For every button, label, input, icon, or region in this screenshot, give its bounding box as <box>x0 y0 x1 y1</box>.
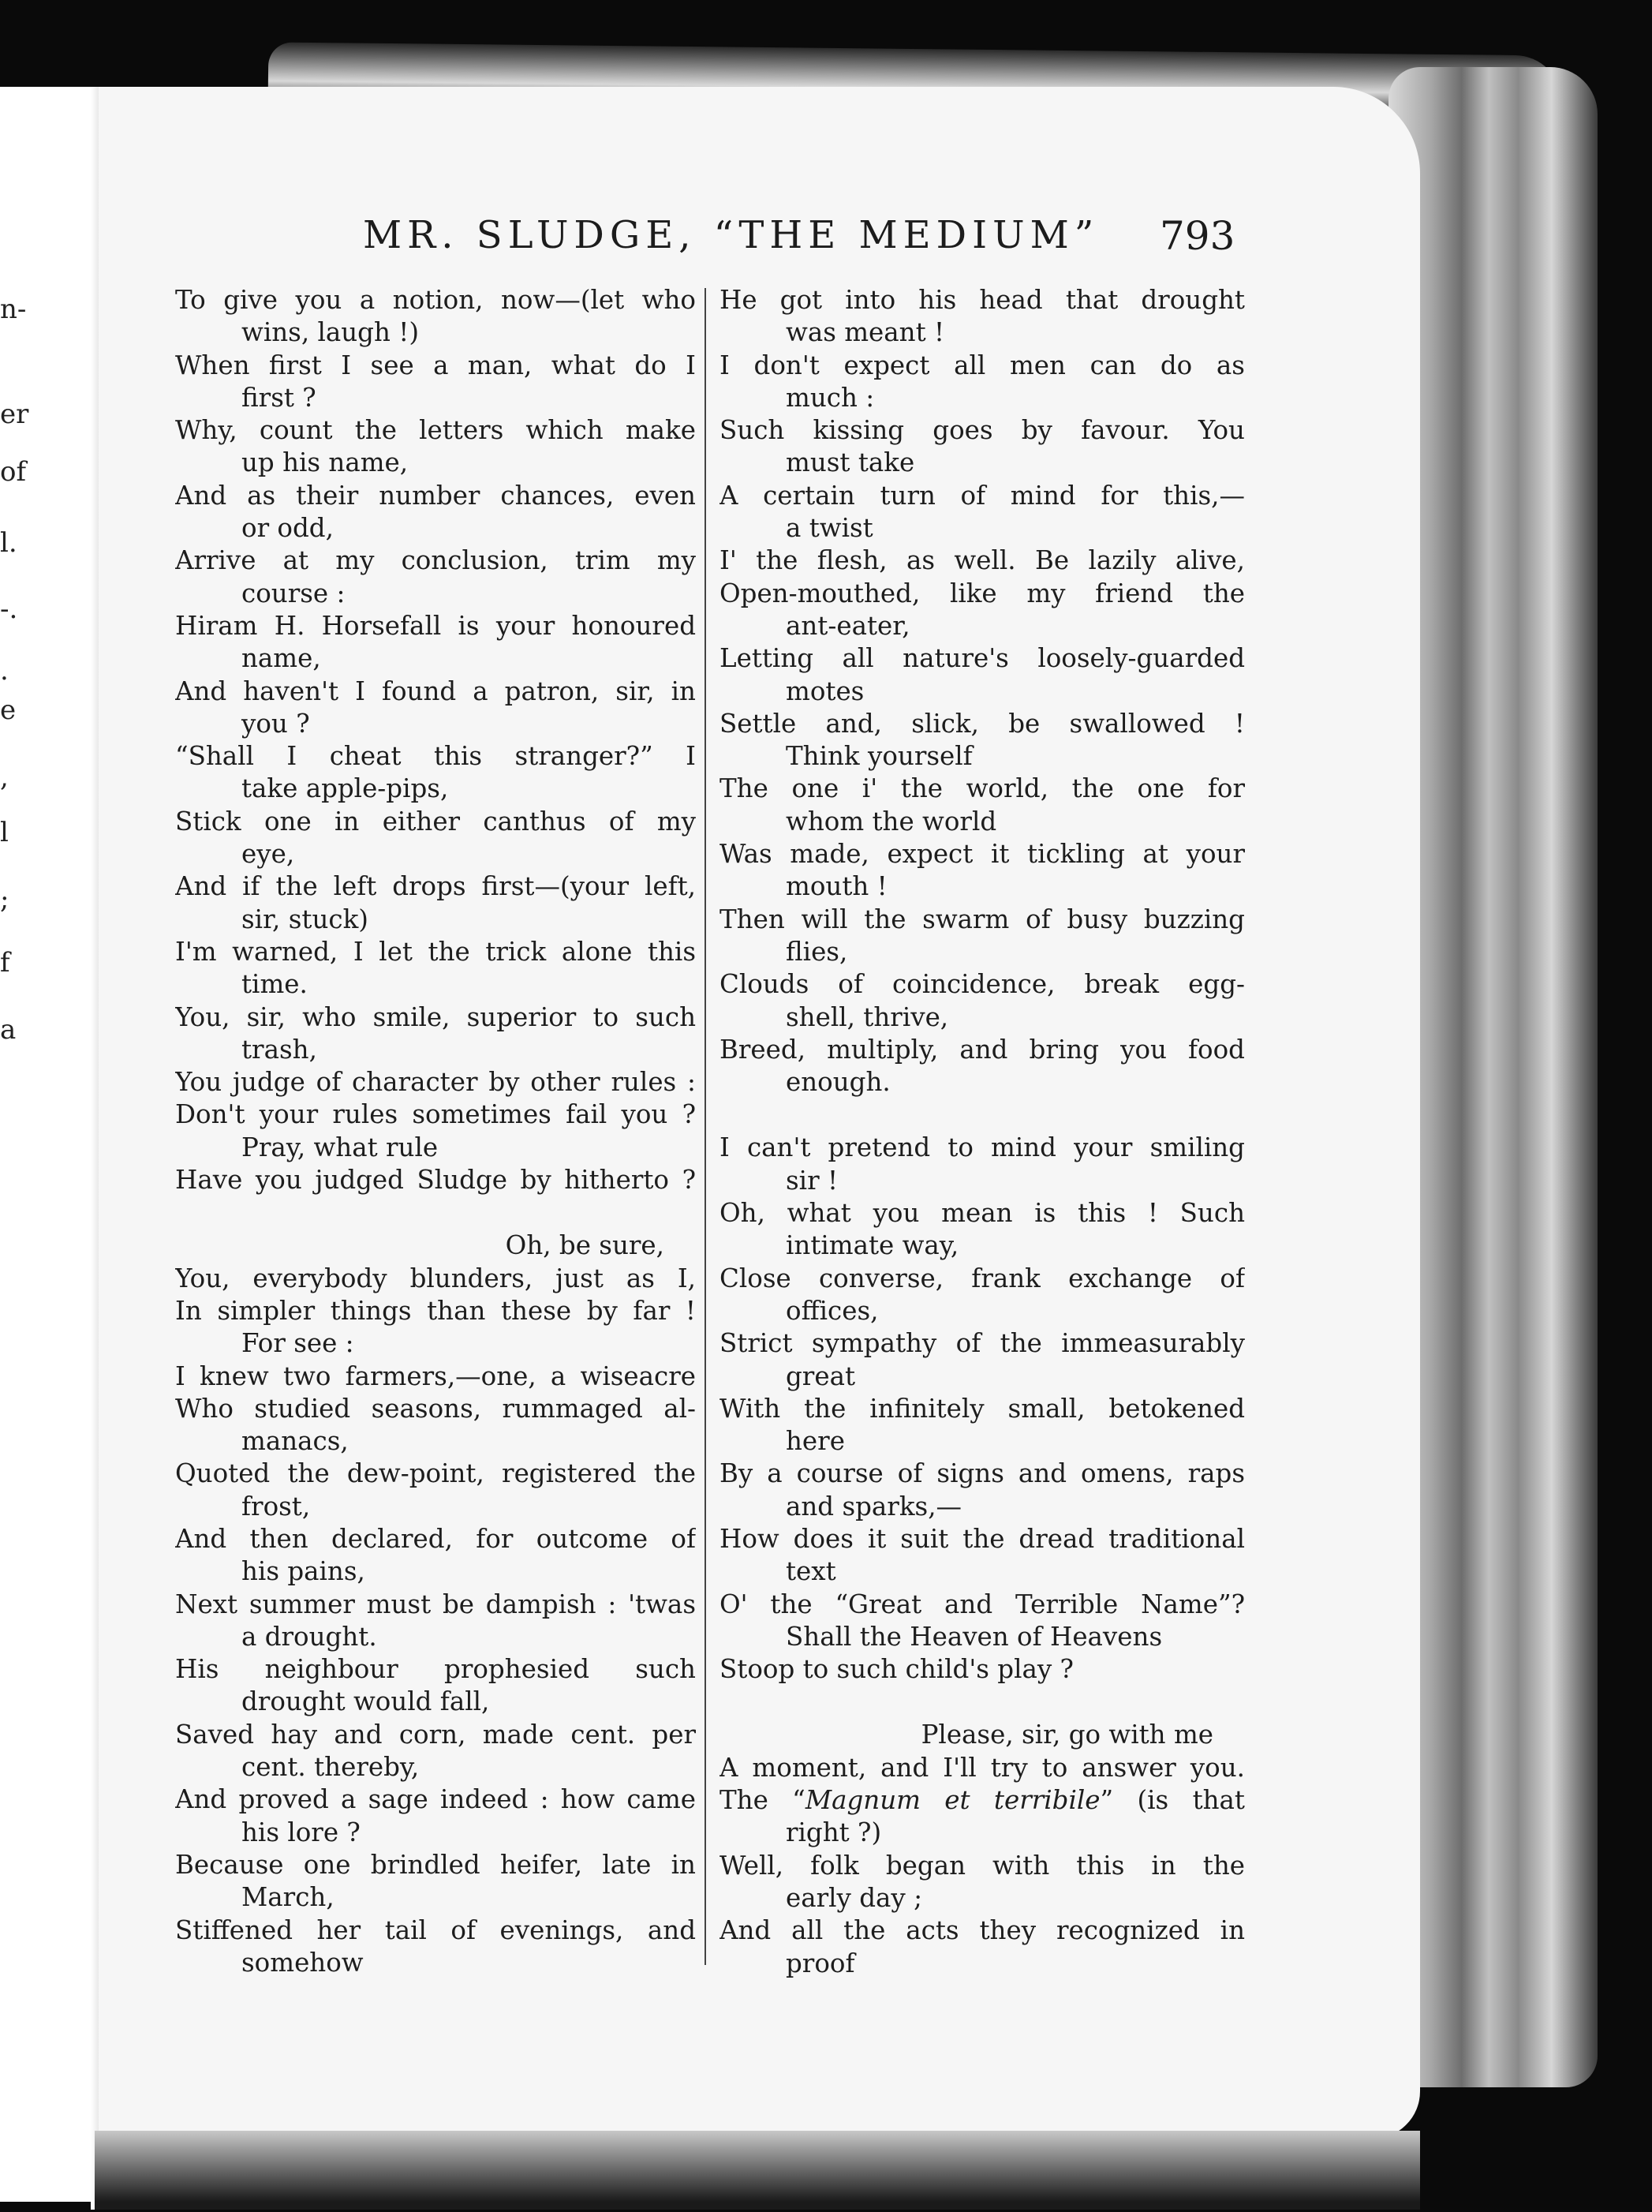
facing-page-fragment: of <box>0 456 27 488</box>
verse-line: somehow <box>241 1947 364 1978</box>
verse-line: Then will the swarm of busy buzzing <box>719 904 1245 934</box>
verse-line: frost, <box>241 1491 311 1521</box>
verse-line: eye, <box>241 839 295 870</box>
stanza-gap <box>175 1196 696 1230</box>
verse-line: The one i' the world, the one for <box>719 773 1245 804</box>
verse-line: How does it suit the dread traditional <box>719 1523 1245 1554</box>
verse-line: offices, <box>786 1295 879 1326</box>
verse-line: You, sir, who smile, superior to such <box>175 1001 696 1032</box>
verse-line: Well, folk began with this in the <box>719 1850 1245 1881</box>
verse-line: Pray, what rule <box>241 1132 439 1162</box>
verse-line: sir, stuck) <box>241 904 368 934</box>
verse-line: To give you a notion, now—(let who <box>175 285 696 315</box>
italic-phrase: Magnum et terribile <box>805 1785 1101 1816</box>
verse-line: you ? <box>241 708 310 739</box>
verse-line: And if the left drops first—(your left, <box>175 871 696 902</box>
verse-line: His neighbour prophesied such <box>175 1654 696 1685</box>
verse-line: cent. thereby, <box>241 1752 420 1783</box>
verse-line: Stoop to such child's play ? <box>719 1654 1074 1685</box>
verse-line: Don't your rules sometimes fail you ? <box>175 1099 696 1130</box>
verse-line: ant-eater, <box>786 610 910 641</box>
verse-line: whom the world <box>786 806 997 837</box>
verse-line: Stick one in either canthus of my <box>175 806 696 837</box>
verse-line: sir ! <box>786 1165 838 1196</box>
facing-page-fragment: l. <box>0 527 17 559</box>
verse-line: Oh, what you mean is this ! Such <box>719 1198 1245 1229</box>
verse-line: Who studied seasons, rummaged al- <box>175 1393 696 1424</box>
verse-line: enough. <box>786 1067 891 1098</box>
verse-line: He got into his head that drought <box>719 285 1245 315</box>
left-column <box>175 284 696 1979</box>
facing-page-fragment: e <box>0 694 17 726</box>
verse-line: And haven't I found a patron, sir, in <box>175 676 696 706</box>
verse-line: “Shall I cheat this stranger?” I <box>175 741 696 772</box>
verse-line: must take <box>786 447 915 478</box>
verse-line: drought would fall, <box>241 1686 490 1717</box>
verse-line: up his name, <box>241 447 409 478</box>
verse-line: I don't expect all men can do as <box>719 350 1245 380</box>
verse-line: Quoted the dew-point, registered the <box>175 1458 696 1489</box>
verse-line: Such kissing goes by favour. You <box>719 415 1245 446</box>
verse-line: take apple-pips, <box>241 773 449 804</box>
right-column <box>719 284 1245 1980</box>
verse-line: With the infinitely small, betokened <box>719 1393 1245 1424</box>
verse-line: And as their number chances, even <box>175 480 696 511</box>
facing-page-fragment: a <box>0 1014 17 1046</box>
verse-line: Have you judged Sludge by hitherto ? <box>175 1165 696 1196</box>
page-bottom-shadow <box>95 2131 1420 2210</box>
verse-line: Strict sympathy of the immeasurably <box>719 1328 1245 1359</box>
verse-line: his lore ? <box>241 1817 361 1847</box>
verse-line: You judge of character by other rules : <box>175 1067 696 1098</box>
verse-line: A moment, and I'll try to answer you. <box>719 1752 1245 1783</box>
facing-page-fragment: , <box>0 762 9 793</box>
verse-line: A certain turn of mind for this,— <box>719 480 1245 511</box>
stanza-gap <box>719 1099 1245 1132</box>
verse-line: In simpler things than these by far ! <box>175 1295 696 1326</box>
verse-line: much : <box>786 382 875 413</box>
verse-line: By a course of signs and omens, raps <box>719 1458 1245 1489</box>
verse-line: right ?) <box>786 1817 882 1848</box>
verse-line: a drought. <box>241 1621 377 1652</box>
verse-line: course : <box>241 578 346 608</box>
verse-line: O' the “Great and Terrible Name”? <box>719 1589 1245 1619</box>
running-head: MR. SLUDGE, “THE MEDIUM” <box>363 213 1100 257</box>
verse-line: Was made, expect it tickling at your <box>719 839 1245 870</box>
verse-line: here <box>786 1426 845 1457</box>
verse-line: first ? <box>241 382 316 413</box>
facing-page-fragment: . <box>0 655 9 687</box>
verse-line: Because one brindled heifer, late in <box>175 1849 696 1880</box>
verse-line: mouth ! <box>786 871 888 902</box>
verse-line: Settle and, slick, be swallowed ! <box>719 708 1245 739</box>
verse-line: Breed, multiply, and bring you food <box>719 1034 1245 1065</box>
verse-line: I knew two farmers,—one, a wiseacre <box>175 1361 696 1391</box>
verse-line: And all the acts they recognized in <box>719 1915 1245 1946</box>
page-number: 793 <box>1160 213 1235 259</box>
verse-line: wins, laugh !) <box>241 317 419 348</box>
verse-line: manacs, <box>241 1426 349 1457</box>
facing-page-fragment: n- <box>0 294 27 325</box>
verse-line: Why, count the letters which make <box>175 415 696 446</box>
verse-line: And then declared, for outcome of <box>175 1523 696 1554</box>
facing-page-fragment: l <box>0 817 9 848</box>
facing-page-fragment: -. <box>0 593 18 625</box>
verse-line: trash, <box>241 1034 317 1065</box>
verse-line: Think yourself <box>786 741 973 772</box>
verse-line: Letting all nature's loosely-guarded <box>719 643 1245 674</box>
facing-page-fragment: er <box>0 399 29 430</box>
verse-line: shell, thrive, <box>786 1001 949 1032</box>
verse-line: his pains, <box>241 1556 365 1587</box>
verse-line: a twist <box>786 513 873 544</box>
verse-line: intimate way, <box>786 1230 959 1261</box>
verse-line: I' the flesh, as well. Be lazily alive, <box>719 545 1245 576</box>
verse-line: or odd, <box>241 513 334 544</box>
verse-line: Oh, be sure, <box>505 1230 664 1261</box>
verse-line: And proved a sage indeed : how came <box>175 1784 696 1815</box>
verse-line: motes <box>786 676 865 706</box>
verse-line: I can't pretend to mind your smiling <box>719 1132 1245 1163</box>
verse-line: time. <box>241 969 308 1000</box>
verse-line: You, everybody blunders, just as I, <box>175 1263 696 1293</box>
verse-line: text <box>786 1556 836 1587</box>
column-divider <box>705 288 706 1965</box>
verse-line: Stiffened her tail of evenings, and <box>175 1914 696 1945</box>
verse-line: Close converse, frank exchange of <box>719 1263 1245 1293</box>
verse-line: When first I see a man, what do I <box>175 350 696 380</box>
verse-line: Arrive at my conclusion, trim my <box>175 545 696 576</box>
verse-line: March, <box>241 1882 335 1913</box>
verse-line: Open-mouthed, like my friend the <box>719 578 1245 608</box>
verse-line: flies, <box>786 936 848 967</box>
verse-line: Next summer must be dampish : 'twas <box>175 1589 696 1619</box>
facing-page-fragment: f <box>0 947 10 979</box>
stanza-gap <box>719 1686 1245 1719</box>
verse-line: proof <box>786 1948 855 1978</box>
verse-line: Saved hay and corn, made cent. per <box>175 1719 696 1750</box>
verse-line: For see : <box>241 1328 354 1359</box>
verse-line: Clouds of coincidence, break egg- <box>719 969 1245 1000</box>
verse-line: Please, sir, go with me <box>921 1720 1213 1750</box>
verse-line: Hiram H. Horsefall is your honoured <box>175 610 696 641</box>
verse-line: was meant ! <box>786 317 945 348</box>
verse-line: name, <box>241 643 321 674</box>
facing-page-fragment: ; <box>0 884 9 915</box>
verse-line: I'm warned, I let the trick alone this <box>175 936 696 967</box>
verse-line: early day ; <box>786 1882 923 1913</box>
verse-line: and sparks,— <box>786 1491 962 1521</box>
verse-line: Shall the Heaven of Heavens <box>786 1621 1163 1652</box>
verse-line: The “Magnum et terribile” (is that <box>719 1785 1245 1816</box>
verse-line: great <box>786 1361 856 1391</box>
